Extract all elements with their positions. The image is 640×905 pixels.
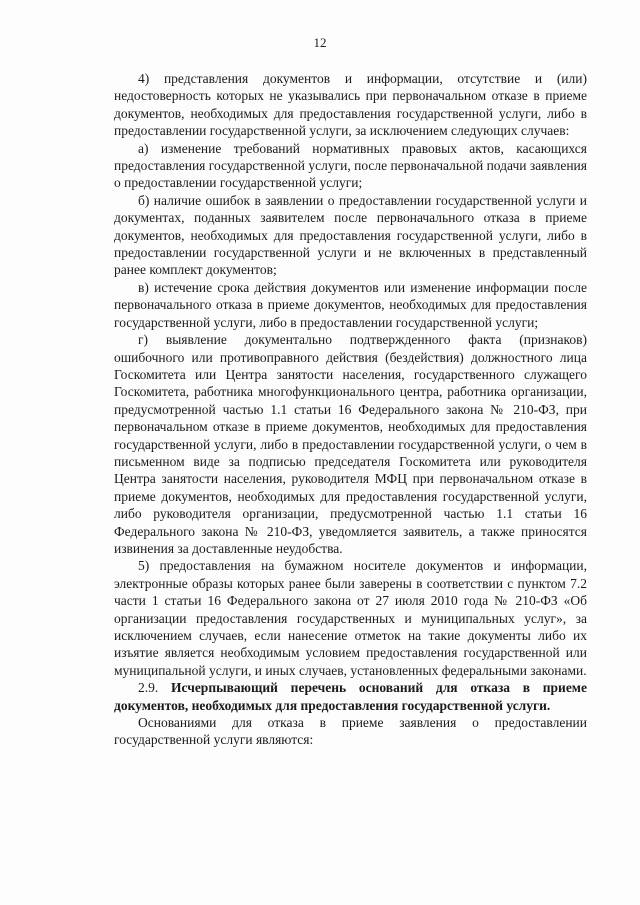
section-title: Исчерпывающий перечень оснований для отказа в приеме документов, необходимых для предоставления государственной услуги.	[114, 680, 587, 713]
closing-paragraph: Основаниями для отказа в приеме заявления о предоставлении государственной услуги являются:	[114, 715, 587, 748]
page-number: 12	[313, 35, 327, 50]
paragraph-item-5: 5) предоставления на бумажном носителе документов и информации, электронные образы которых ранее были заверены в соответствии с пунктом 7.2 части 1 статьи 16 Федерального закона от 27 июля 2010 года № 210-ФЗ «Об организации предоставления государственных и муниципальных услуг», за исключением случаев, если нанесение отметок на такие документы либо их изъятие является необходимым условием предоставления государственной или муниципальной услуги, и иных случаев, установленных федеральными законами.	[114, 558, 587, 678]
document-body	[114, 70, 587, 749]
section-heading	[114, 679, 587, 714]
paragraph-subitem-g: г) выявление документально подтвержденного факта (признаков) ошибочного или противоправного действия (бездействия) должностного лица Госкомитета или Центра занятости населения, государственного служащего Госкомитета, работника многофункционального центра, работника организации, предусмотренной частью 1.1 статьи 16 Федерального закона № 210-ФЗ, при первоначальном отказе в приеме документов, необходимых для предоставления государственной услуги, либо в предоставлении государственной услуги, о чем в письменном виде за подписью председателя Госкомитета или руководителя Центра занятости населения, руководителя МФЦ при первоначальном отказе в приеме документов, необходимых для предоставления государственной услуги, либо руководителя организации, предусмотренной частью 1.1 статьи 16 Федерального закона № 210-ФЗ, уведомляется заявитель, а также приносятся извинения за доставленные неудобства.	[114, 332, 587, 556]
paragraph-subitem-b: б) наличие ошибок в заявлении о предоставлении государственной услуги и документах, поданных заявителем после первоначального отказа в приеме документов, необходимых для предоставления государственной услуги, либо в предоставлении государственной услуги и не включенных в представленный ранее комплект документов;	[114, 192, 587, 278]
section-number: 2.9.	[138, 680, 159, 696]
paragraph-subitem-a: а) изменение требований нормативных правовых актов, касающихся предоставления государственной услуги, после первоначальной подачи заявления о предоставлении государственной услуги;	[114, 140, 587, 191]
paragraph-item-4: 4) представления документов и информации, отсутствие и (или) недостоверность которых не указывались при первоначальном отказе в приеме документов, необходимых для предоставления государственной услуги, либо в предоставлении государственной услуги, за исключением следующих случаев:	[114, 71, 587, 139]
paragraph-subitem-v: в) истечение срока действия документов или изменение информации после первоначального отказа в приеме документов, необходимых для предоставления государственной услуги, либо в предоставлении государственной услуги;	[114, 279, 587, 330]
